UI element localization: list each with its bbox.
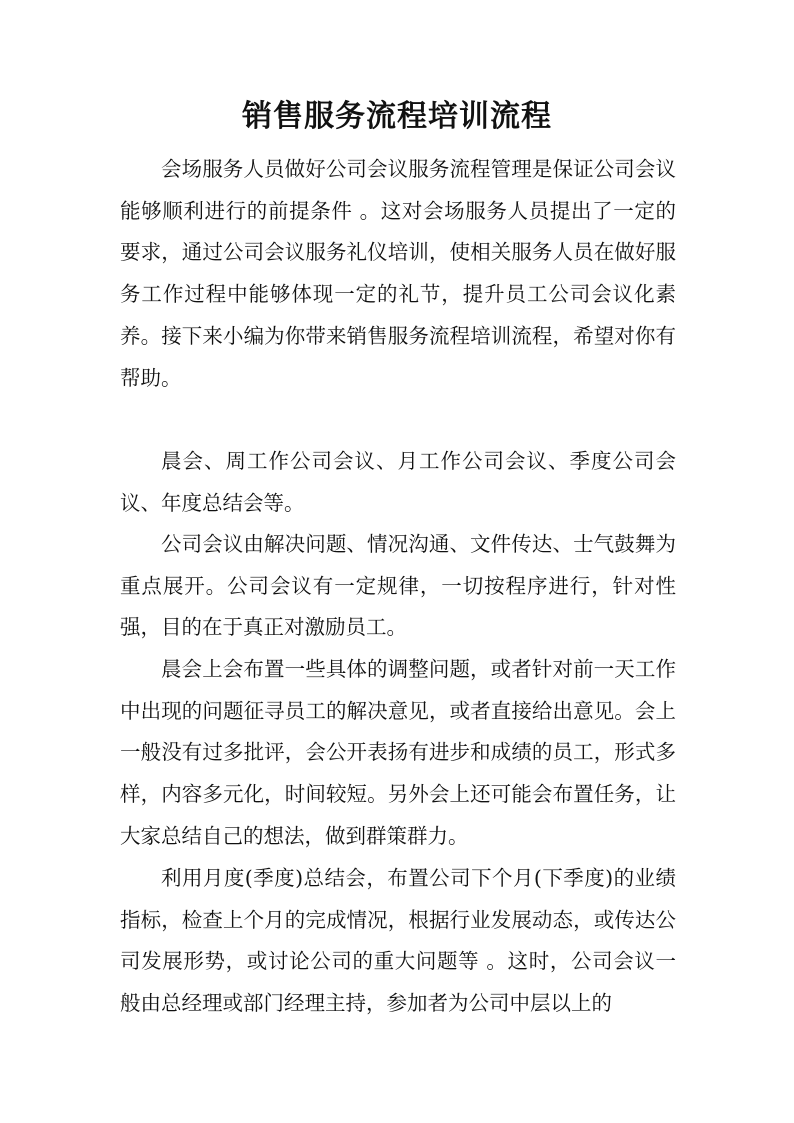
paragraph-monthly-summary: 利用月度(季度)总结会，布置公司下个月(下季度)的业绩指标，检查上个月的完成情况，根据行业发展动态，或传达公司发展形势，或讨论公司的重大问题等 。这时，公司会议一般由总经理或部门经理主持，参加者为公司中层以上的 [120,866,676,1016]
paragraph-meeting-types: 晨会、周工作公司会议、月工作公司会议、季度公司会议、年度总结会等。 [120,449,676,515]
document-title: 销售服务流程培训流程 [242,99,552,134]
paragraph-intro: 会场服务人员做好公司会议服务流程管理是保证公司会议能够顺利进行的前提条件 。这对会场服务人员提出了一定的要求，通过公司会议服务礼仪培训，使相关服务人员在做好服务工作过程中能够体现一定的礼节，提升员工公司会议化素养。接下来小编为你带来销售服务流程培训流程，希望对你有帮助。 [120,157,676,390]
paragraph-meeting-focus: 公司会议由解决问题、情况沟通、文件传达、士气鼓舞为重点展开。公司会议有一定规律，一切按程序进行，针对性强，目的在于真正对激励员工。 [120,532,676,640]
paragraph-morning-meeting: 晨会上会布置一些具体的调整问题，或者针对前一天工作中出现的问题征寻员工的解决意见，或者直接给出意见。会上一般没有过多批评，会公开表扬有进步和成绩的员工，形式多样，内容多元化，时间较短。另外会上还可能会布置任务，让大家总结自己的想法，做到群策群力。 [120,657,676,848]
